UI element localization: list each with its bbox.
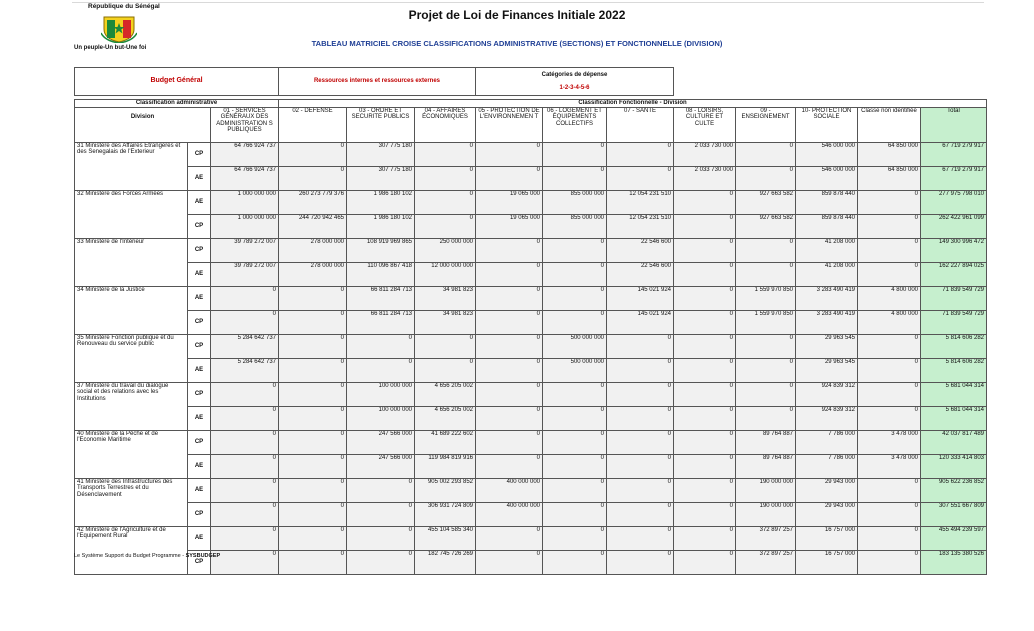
amount-cell: 0: [858, 551, 921, 575]
amount-cell: 0: [279, 503, 347, 527]
amount-cell: 29 963 545: [796, 335, 858, 359]
categories-value: 1-2-3-4-5-6: [559, 85, 590, 92]
amount-cell: 34 981 823: [415, 311, 476, 335]
amount-cell: 0: [415, 167, 476, 191]
amount-cell: 0: [279, 311, 347, 335]
amount-cell: 12 000 000 000: [415, 263, 476, 287]
amount-cell: 0: [607, 431, 674, 455]
amount-cell: 372 897 257: [736, 551, 796, 575]
amount-cell: 1 559 970 850: [736, 287, 796, 311]
page-title: Projet de Loi de Finances Initiale 2022: [408, 8, 626, 22]
ministry-name: 37 Ministère du travail du dialogue social et des relations avec les Institutions: [75, 383, 188, 431]
amount-cell: 0: [211, 407, 279, 431]
column-header: 07 - SANTE: [607, 108, 674, 143]
amount-cell: 0: [674, 503, 736, 527]
amount-cell: 3 283 490 419: [796, 287, 858, 311]
amount-cell: 0: [211, 287, 279, 311]
amount-cell: 0: [736, 359, 796, 383]
amount-cell: 0: [279, 359, 347, 383]
amount-cell: 0: [736, 143, 796, 167]
total-cell: 42 037 817 489: [921, 431, 987, 455]
amount-cell: 1 000 000 000: [211, 215, 279, 239]
amount-cell: 244 720 942 465: [279, 215, 347, 239]
credit-type-code: CP: [188, 215, 211, 239]
amount-cell: 190 000 000: [736, 479, 796, 503]
amount-cell: 0: [674, 527, 736, 551]
amount-cell: 0: [211, 383, 279, 407]
amount-cell: 19 065 000: [476, 215, 543, 239]
credit-type-code: CP: [188, 311, 211, 335]
amount-cell: 924 839 312: [796, 407, 858, 431]
credit-type-code: CP: [188, 239, 211, 263]
amount-cell: 0: [279, 335, 347, 359]
amount-cell: 12 054 231 510: [607, 215, 674, 239]
amount-cell: 0: [674, 479, 736, 503]
amount-cell: 0: [543, 455, 607, 479]
amount-cell: 0: [736, 335, 796, 359]
amount-cell: 0: [674, 335, 736, 359]
amount-cell: 16 757 000: [796, 527, 858, 551]
amount-cell: 22 546 600: [607, 239, 674, 263]
amount-cell: 0: [736, 239, 796, 263]
amount-cell: 0: [674, 431, 736, 455]
amount-cell: 247 566 000: [347, 431, 415, 455]
categories-label: Catégories de dépense: [541, 71, 608, 78]
amount-cell: 0: [607, 335, 674, 359]
matrix-table: [74, 67, 987, 575]
amount-cell: 0: [347, 503, 415, 527]
credit-type-code: CP: [188, 503, 211, 527]
amount-cell: 0: [543, 143, 607, 167]
amount-cell: 110 096 867 418: [347, 263, 415, 287]
amount-cell: 34 981 823: [415, 287, 476, 311]
total-cell: 71 839 549 729: [921, 311, 987, 335]
amount-cell: 0: [736, 407, 796, 431]
amount-cell: 0: [347, 551, 415, 575]
credit-type-code: AE: [188, 479, 211, 503]
amount-cell: 0: [858, 359, 921, 383]
total-cell: 455 494 239 597: [921, 527, 987, 551]
table-row: [75, 263, 987, 287]
table-row: [75, 479, 987, 503]
table-row: [75, 287, 987, 311]
amount-cell: 29 963 545: [796, 359, 858, 383]
amount-cell: 0: [674, 311, 736, 335]
table-row: [75, 503, 987, 527]
total-cell: 183 135 380 526: [921, 551, 987, 575]
republic-label: République du Sénégal: [88, 3, 160, 10]
column-header: 04 - AFFAIRES ÉCONOMIQUES: [415, 108, 476, 143]
amount-cell: 0: [607, 167, 674, 191]
credit-type-code: AE: [188, 191, 211, 215]
amount-cell: 0: [607, 407, 674, 431]
amount-cell: 1 986 180 102: [347, 191, 415, 215]
amount-cell: 0: [279, 287, 347, 311]
amount-cell: 5 284 642 737: [211, 359, 279, 383]
amount-cell: 64 766 924 737: [211, 167, 279, 191]
amount-cell: 64 766 924 737: [211, 143, 279, 167]
amount-cell: 0: [858, 239, 921, 263]
amount-cell: 4 800 000: [858, 311, 921, 335]
amount-cell: 0: [543, 167, 607, 191]
amount-cell: 924 839 312: [796, 383, 858, 407]
amount-cell: 546 000 000: [796, 167, 858, 191]
total-cell: 67 719 279 917: [921, 167, 987, 191]
amount-cell: 905 002 293 852: [415, 479, 476, 503]
ministry-name: 35 Ministère Fonction publique et du Renouveau du service public: [75, 335, 188, 383]
amount-cell: 250 000 000: [415, 239, 476, 263]
amount-cell: 66 811 284 713: [347, 311, 415, 335]
amount-cell: 0: [543, 287, 607, 311]
credit-type-code: AE: [188, 359, 211, 383]
credit-type-code: CP: [188, 551, 211, 575]
amount-cell: 0: [279, 143, 347, 167]
amount-cell: 0: [347, 527, 415, 551]
amount-cell: 0: [476, 143, 543, 167]
amount-cell: 0: [674, 239, 736, 263]
ministry-name: 32 Ministère des Forces Armées: [75, 191, 188, 239]
total-cell: 905 622 236 852: [921, 479, 987, 503]
total-cell: 5 814 606 282: [921, 335, 987, 359]
amount-cell: 0: [543, 479, 607, 503]
amount-cell: 0: [347, 335, 415, 359]
column-header: 03 - ORDRE ET SECURITE PUBLICS: [347, 108, 415, 143]
amount-cell: 0: [674, 455, 736, 479]
amount-cell: 500 000 000: [543, 335, 607, 359]
amount-cell: 0: [674, 215, 736, 239]
amount-cell: 39 789 272 007: [211, 263, 279, 287]
amount-cell: 119 984 819 916: [415, 455, 476, 479]
table-row: [75, 359, 987, 383]
amount-cell: 855 000 000: [543, 191, 607, 215]
amount-cell: 39 789 272 007: [211, 239, 279, 263]
table-row: [75, 527, 987, 551]
credit-type-code: CP: [188, 431, 211, 455]
class-fonct-label: Classification Fonctionnelle - Division: [578, 100, 687, 107]
amount-cell: 0: [415, 359, 476, 383]
column-header: Classe non identifiée: [858, 108, 921, 143]
amount-cell: 41 208 000: [796, 239, 858, 263]
table-row: [75, 335, 987, 359]
column-header: 02 - DEFENSE: [279, 108, 347, 143]
amount-cell: 29 943 000: [796, 479, 858, 503]
amount-cell: 12 054 231 510: [607, 191, 674, 215]
amount-cell: 859 878 440: [796, 215, 858, 239]
amount-cell: 0: [858, 215, 921, 239]
amount-cell: 64 850 000: [858, 167, 921, 191]
amount-cell: 0: [543, 431, 607, 455]
amount-cell: 0: [211, 479, 279, 503]
amount-cell: 0: [476, 287, 543, 311]
amount-cell: 108 919 969 865: [347, 239, 415, 263]
amount-cell: 278 000 000: [279, 239, 347, 263]
table-row: [75, 143, 987, 167]
amount-cell: 3 478 000: [858, 455, 921, 479]
table-row: [75, 215, 987, 239]
resources-label: Ressources internes et ressources externes: [313, 78, 441, 85]
amount-cell: 0: [211, 455, 279, 479]
amount-cell: 0: [543, 407, 607, 431]
amount-cell: 0: [347, 479, 415, 503]
amount-cell: 307 775 180: [347, 143, 415, 167]
table-row: [75, 239, 987, 263]
amount-cell: 0: [607, 455, 674, 479]
amount-cell: 145 021 924: [607, 311, 674, 335]
amount-cell: 0: [674, 263, 736, 287]
ministry-name: 42 Ministère de l'Agriculture et de l'Equipement Rural: [75, 527, 188, 575]
amount-cell: 0: [279, 407, 347, 431]
table-row: [75, 191, 987, 215]
amount-cell: 260 273 779 376: [279, 191, 347, 215]
amount-cell: 0: [607, 143, 674, 167]
amount-cell: 0: [858, 263, 921, 287]
credit-type-code: AE: [188, 407, 211, 431]
credit-type-code: AE: [188, 455, 211, 479]
total-cell: 277 975 798 010: [921, 191, 987, 215]
amount-cell: 0: [858, 407, 921, 431]
amount-cell: 3 283 490 419: [796, 311, 858, 335]
amount-cell: 0: [476, 335, 543, 359]
amount-cell: 0: [476, 527, 543, 551]
credit-type-code: CP: [188, 143, 211, 167]
amount-cell: 0: [211, 311, 279, 335]
amount-cell: 927 663 582: [736, 215, 796, 239]
credit-type-code: AE: [188, 527, 211, 551]
amount-cell: 0: [674, 383, 736, 407]
amount-cell: 0: [476, 431, 543, 455]
ministry-name: 40 Ministère de la Pêche et de l'Economie Maritime: [75, 431, 188, 479]
amount-cell: 66 811 284 713: [347, 287, 415, 311]
column-header: 09 - ENSEIGNEMENT: [736, 108, 796, 143]
amount-cell: 0: [211, 551, 279, 575]
amount-cell: 3 478 000: [858, 431, 921, 455]
amount-cell: 0: [858, 503, 921, 527]
amount-cell: 859 878 440: [796, 191, 858, 215]
amount-cell: 927 663 582: [736, 191, 796, 215]
amount-cell: 0: [279, 455, 347, 479]
amount-cell: 0: [858, 191, 921, 215]
amount-cell: 100 000 000: [347, 407, 415, 431]
amount-cell: 0: [347, 359, 415, 383]
amount-cell: 0: [607, 503, 674, 527]
total-cell: 71 839 549 729: [921, 287, 987, 311]
amount-cell: 306 931 724 809: [415, 503, 476, 527]
amount-cell: 0: [279, 551, 347, 575]
amount-cell: 0: [674, 359, 736, 383]
amount-cell: 0: [279, 431, 347, 455]
amount-cell: 16 757 000: [796, 551, 858, 575]
amount-cell: 400 000 000: [476, 479, 543, 503]
amount-cell: 0: [279, 479, 347, 503]
amount-cell: 0: [674, 191, 736, 215]
amount-cell: 2 033 730 000: [674, 143, 736, 167]
amount-cell: 0: [211, 431, 279, 455]
amount-cell: 190 000 000: [736, 503, 796, 527]
amount-cell: 400 000 000: [476, 503, 543, 527]
amount-cell: 0: [858, 527, 921, 551]
amount-cell: 0: [279, 383, 347, 407]
table-row: [75, 407, 987, 431]
total-cell: 67 719 279 917: [921, 143, 987, 167]
total-cell: 262 422 961 099: [921, 215, 987, 239]
amount-cell: 0: [674, 287, 736, 311]
footer-text: Le Système Support du Budget Programme -: [74, 553, 186, 559]
column-header: 08 - LOISIRS, CULTURE ET CULTE: [674, 108, 736, 143]
total-cell: 149 300 996 472: [921, 239, 987, 263]
amount-cell: 1 986 180 102: [347, 215, 415, 239]
amount-cell: 0: [858, 479, 921, 503]
table-row: [75, 311, 987, 335]
amount-cell: 0: [674, 551, 736, 575]
amount-cell: 145 021 924: [607, 287, 674, 311]
amount-cell: 0: [858, 383, 921, 407]
amount-cell: 1 559 970 850: [736, 311, 796, 335]
amount-cell: 0: [674, 407, 736, 431]
amount-cell: 4 800 000: [858, 287, 921, 311]
page-subtitle: TABLEAU MATRICIEL CROISE CLASSIFICATIONS ADMINISTRATIVE (SECTIONS) ET FONCTIONNELLE (DIVISION): [311, 39, 723, 48]
amount-cell: 7 786 000: [796, 455, 858, 479]
total-cell: 5 681 044 314: [921, 407, 987, 431]
total-cell: 5 814 606 282: [921, 359, 987, 383]
amount-cell: 0: [543, 503, 607, 527]
amount-cell: 19 065 000: [476, 191, 543, 215]
total-cell: 5 681 044 314: [921, 383, 987, 407]
amount-cell: 0: [279, 167, 347, 191]
amount-cell: 0: [543, 239, 607, 263]
credit-type-code: AE: [188, 167, 211, 191]
amount-cell: 0: [607, 551, 674, 575]
credit-type-code: AE: [188, 287, 211, 311]
amount-cell: 41 689 222 602: [415, 431, 476, 455]
amount-cell: 0: [279, 527, 347, 551]
amount-cell: 0: [607, 479, 674, 503]
amount-cell: 0: [736, 167, 796, 191]
amount-cell: 0: [476, 263, 543, 287]
amount-cell: 0: [415, 143, 476, 167]
amount-cell: 29 943 000: [796, 503, 858, 527]
amount-cell: 855 000 000: [543, 215, 607, 239]
table-row: [75, 167, 987, 191]
amount-cell: 0: [476, 167, 543, 191]
amount-cell: 41 208 000: [796, 263, 858, 287]
table-row: [75, 431, 987, 455]
table-row: [75, 383, 987, 407]
amount-cell: 0: [736, 263, 796, 287]
amount-cell: 2 033 730 000: [674, 167, 736, 191]
amount-cell: 500 000 000: [543, 359, 607, 383]
footer-note: [74, 553, 220, 559]
amount-cell: 0: [858, 335, 921, 359]
amount-cell: 0: [211, 527, 279, 551]
amount-cell: 0: [476, 239, 543, 263]
amount-cell: 100 000 000: [347, 383, 415, 407]
amount-cell: 7 786 000: [796, 431, 858, 455]
amount-cell: 0: [543, 311, 607, 335]
amount-cell: 247 566 000: [347, 455, 415, 479]
amount-cell: 4 656 205 002: [415, 407, 476, 431]
amount-cell: 0: [476, 383, 543, 407]
column-header: 01 - SERVICES GÉNÉRAUX DES ADMINISTRATION S PUBLIQUES: [211, 108, 279, 143]
amount-cell: 278 000 000: [279, 263, 347, 287]
amount-cell: 455 104 585 340: [415, 527, 476, 551]
amount-cell: 0: [476, 551, 543, 575]
amount-cell: 5 284 642 737: [211, 335, 279, 359]
amount-cell: 1 000 000 000: [211, 191, 279, 215]
amount-cell: 0: [415, 191, 476, 215]
amount-cell: 0: [476, 359, 543, 383]
footer-brand: SYSBUDGEP: [185, 553, 221, 559]
credit-type-code: AE: [188, 263, 211, 287]
amount-cell: 0: [211, 503, 279, 527]
budget-label: Budget Général: [150, 77, 203, 85]
total-cell: 120 333 414 803: [921, 455, 987, 479]
amount-cell: 0: [543, 551, 607, 575]
amount-cell: 546 000 000: [796, 143, 858, 167]
ministry-name: 31 Ministère des Affaires Etrangeres et des Senegalais de l'Exterieur: [75, 143, 188, 191]
division-header: Division: [130, 114, 155, 120]
amount-cell: 0: [415, 215, 476, 239]
amount-cell: 89 764 887: [736, 455, 796, 479]
amount-cell: 0: [543, 263, 607, 287]
credit-type-code: CP: [188, 383, 211, 407]
amount-cell: 372 897 257: [736, 527, 796, 551]
amount-cell: 307 775 180: [347, 167, 415, 191]
total-cell: 307 551 667 809: [921, 503, 987, 527]
motto: Un peuple-Un but-Une foi: [74, 45, 147, 51]
amount-cell: 89 764 887: [736, 431, 796, 455]
table-row: [75, 455, 987, 479]
amount-cell: 182 745 726 269: [415, 551, 476, 575]
amount-cell: 0: [415, 335, 476, 359]
class-admin-label: Classification administrative: [135, 100, 218, 107]
ministry-name: 41 Ministère des Infrastructures des Transports Terrestres et du Désenclavement: [75, 479, 188, 527]
amount-cell: 0: [607, 527, 674, 551]
column-header: 06 - LOGEMENT ET ÉQUIPEMENTS COLLECTIFS: [543, 108, 607, 143]
total-cell: 162 227 894 025: [921, 263, 987, 287]
amount-cell: 4 656 205 002: [415, 383, 476, 407]
amount-cell: 0: [543, 527, 607, 551]
credit-type-code: CP: [188, 335, 211, 359]
amount-cell: 0: [736, 383, 796, 407]
amount-cell: 0: [607, 383, 674, 407]
amount-cell: 0: [476, 407, 543, 431]
ministry-name: 33 Ministère de l'Intérieur: [75, 239, 188, 287]
amount-cell: 0: [607, 359, 674, 383]
column-header: 10- PROTECTION SOCIALE: [796, 108, 858, 143]
ministry-name: 34 Ministère de la Justice: [75, 287, 188, 335]
amount-cell: 0: [543, 383, 607, 407]
column-header-total: Total: [921, 108, 987, 143]
amount-cell: 64 850 000: [858, 143, 921, 167]
amount-cell: 0: [476, 311, 543, 335]
amount-cell: 22 546 600: [607, 263, 674, 287]
amount-cell: 0: [476, 455, 543, 479]
top-rule: [72, 2, 984, 3]
column-header: 05 - PROTECTION DE L'ENVIRONNEMEN T: [476, 108, 543, 143]
